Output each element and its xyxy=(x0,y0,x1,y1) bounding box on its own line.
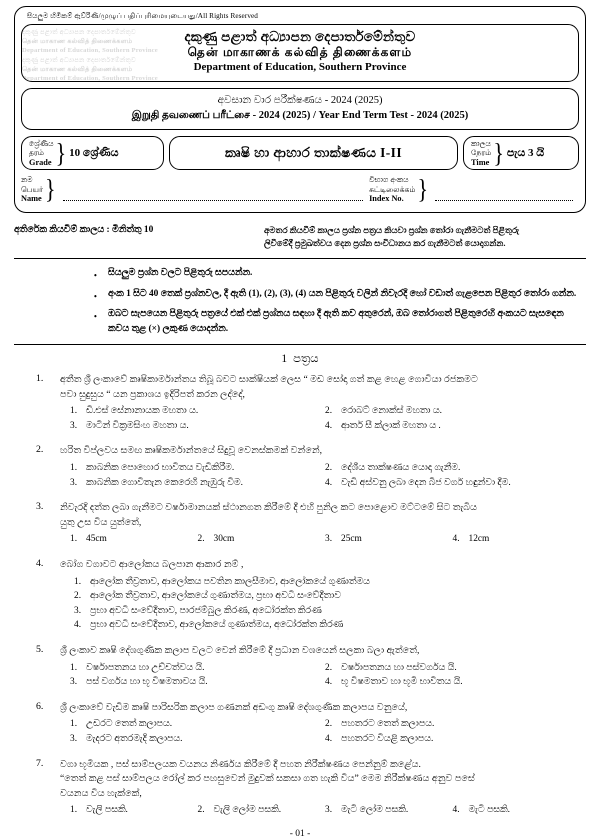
option-number: 4. xyxy=(325,733,333,744)
watermark-row-en-1: Department of Education, Southern Province xyxy=(22,47,158,55)
answer-option[interactable] xyxy=(325,675,580,690)
option-number: 2. xyxy=(74,591,82,602)
exam-title-tamil: இறுதி தவணைப் பரீட்சை - 2024 (2025) xyxy=(131,110,311,121)
answer-option[interactable] xyxy=(70,461,325,476)
option-text: මැදරට අතරමැදි කලාපය. xyxy=(86,733,183,744)
reading-time-note-line-2: ලිවීමේදී ප්‍රමුඛත්වය දෙන ප්‍රශ්න සංවිධානය කර ගැනීමටත් යොදාගන්න. xyxy=(264,238,506,249)
watermark-row-ta-2: தென் மாகாண கல்வித் திணைக்களம் xyxy=(22,65,133,73)
question-stem xyxy=(60,373,580,402)
grade-field xyxy=(21,136,164,170)
option-number: 4. xyxy=(325,677,333,688)
question-item xyxy=(36,558,580,633)
watermark-row-si-1: දකුණු පළාත් අධ්‍යාපන දෙපාර්තමේන්තුව xyxy=(22,29,136,36)
time-label-tamil: நேரம் xyxy=(471,148,492,158)
answer-option[interactable] xyxy=(325,732,580,747)
answer-option[interactable] xyxy=(70,732,325,747)
watermark-row-en-2: Department of Education, Southern Province xyxy=(22,75,158,81)
question-stem-line: නිවැරදි දත්ත ලබා ගැනීමට වර්ෂාමානයක් ස්ථානගත කිරීමේ දී එහි පුනිල කට පොළොව මට්ටමේ සිට තැබිය xyxy=(60,502,478,514)
bullet-icon: • xyxy=(94,291,97,301)
question-body xyxy=(60,758,580,818)
time-label-sinhala: කාලය xyxy=(471,139,491,148)
option-number: 1. xyxy=(70,534,78,545)
question-body xyxy=(60,558,580,633)
question-stem xyxy=(60,758,580,802)
instructions-divider xyxy=(14,344,586,345)
question-number: 1. xyxy=(36,373,44,385)
index-label-tamil: சுட்டிலைக்கம் xyxy=(369,184,416,194)
option-number: 4. xyxy=(74,620,82,631)
answer-option[interactable] xyxy=(453,803,581,818)
option-text: වැලි ලෝම පසකි. xyxy=(213,805,282,816)
question-number: 7. xyxy=(36,757,44,769)
subject-field xyxy=(169,136,458,170)
question-stem xyxy=(60,501,580,530)
exam-title-sinhala: අවසාන වාර පරීක්ෂණය - 2024 (2025) xyxy=(217,95,383,106)
option-text: රොබට් නොක්ස් මහතා ය. xyxy=(341,406,442,417)
option-text: දේශීය තාක්ෂණය යොදා ගැනීම. xyxy=(341,463,461,474)
option-text: මැටි ලෝම පසකි. xyxy=(341,805,409,816)
answer-option[interactable] xyxy=(74,575,580,590)
option-number: 3. xyxy=(70,733,78,744)
option-number: 3. xyxy=(70,420,78,431)
option-number: 2. xyxy=(197,534,205,545)
answer-option[interactable] xyxy=(325,476,580,491)
question-body xyxy=(60,373,580,433)
options-group xyxy=(60,803,580,818)
exam-title-english: / Year End Term Test - 2024 (2025) xyxy=(312,110,469,121)
grade-value: 10 ශ්‍රේණිය xyxy=(69,146,119,159)
option-text: පහතරට තෙත් කලාපය. xyxy=(341,719,435,730)
answer-option[interactable] xyxy=(70,717,325,732)
additional-reading-time: අතිරේක කියවීම් කාලය : මිනිත්තු 10 xyxy=(14,225,154,236)
department-header-box xyxy=(21,24,579,82)
option-text: පහතරට වියළි කලාපය. xyxy=(341,733,434,744)
question-number: 5. xyxy=(36,643,44,655)
answer-option[interactable] xyxy=(70,404,325,419)
name-label-tamil: பெயர் xyxy=(21,184,44,194)
question-item xyxy=(36,373,580,433)
option-number: 1. xyxy=(70,406,78,417)
paper-number-heading xyxy=(14,353,586,366)
option-text: 45cm xyxy=(86,534,107,545)
exam-title-box xyxy=(21,88,579,130)
option-number: 4. xyxy=(325,477,333,488)
index-label-sinhala: විභාග අංකය xyxy=(369,175,409,185)
question-body xyxy=(60,701,580,747)
question-stem xyxy=(60,558,580,573)
question-stem-line: වගා භූමියක , පස් සාම්පලයක වයනය නිර්ණය කිරීමේ දී පහත නිරීක්ෂණය පෙන්නුම් කළේය. xyxy=(60,758,421,770)
question-stem xyxy=(60,644,580,659)
time-label-group: කාලය நேரம் Time } xyxy=(471,136,504,169)
questions-list xyxy=(14,373,586,818)
bullet-icon: • xyxy=(94,271,97,281)
option-number: 2. xyxy=(325,463,333,474)
question-stem-line: යුතු උස විය යුත්තේ, xyxy=(60,516,142,528)
reading-time-row xyxy=(14,224,586,250)
question-stem-line: ශ්‍රී ලංකාවේ වැඩිම කෘෂි පාරිසරික කලාප ගණනක් අඩංගු කෘෂි දේශගුණික කලාපය වනුයේ, xyxy=(60,701,408,713)
question-item xyxy=(36,701,580,747)
option-text: වර්ෂාපතනය හා උච්චත්වය යි. xyxy=(86,662,205,673)
reading-time-note-line-1: අමතර කියවීම් කාලය ප්‍රශ්න පත්‍රය කියවා ප්‍රශ්න තෝරා ගැනීමටත් පිළිතුරු xyxy=(264,225,520,236)
question-body xyxy=(60,644,580,690)
instruction-text: සියලුම ප්‍රශ්න වලට පිළිතුරු සපයන්න. xyxy=(108,268,253,279)
options-group xyxy=(60,404,580,433)
question-number: 6. xyxy=(36,700,44,712)
question-stem xyxy=(60,701,580,716)
name-label-english: Name xyxy=(21,194,42,204)
option-text: ආතර් සී ක්ලාක් මහතා ය . xyxy=(341,420,441,431)
option-number: 1. xyxy=(70,719,78,730)
instruction-item xyxy=(94,287,586,304)
question-stem-line: අතීත ශ්‍රී ලංකාවේ කෘෂිකාර්මාන්තය තිබූ බවට සාක්ෂියක් ලෙස “ මඩ සෝදා ගත් කළ හෙළ ගොවියා රජකමට xyxy=(60,374,478,386)
instruction-text: අංක 1 සිට 40 තෙක් ප්‍රශ්නවල, දී ඇති (1), (2), (3), (4) යන පිළිතුරු වලින් නිවැරදි හෝ වඩාත් ගැළපෙන පිළිතුර තෝරා ගන්න. xyxy=(108,288,577,299)
answer-option[interactable] xyxy=(70,476,325,491)
question-stem-line: “තෙත් කළ පස් සාම්පලය රෝල් කර පහසුවෙන් මුදුවක් සකසා ගත හැකි විය” මෙම නිරීක්ෂණය අනුව පසේ xyxy=(60,773,475,785)
option-text: වැලි පසකි. xyxy=(86,805,128,816)
grade-label-group: ශ්‍රේණිය தரம் Grade } xyxy=(29,136,67,169)
options-group xyxy=(60,461,580,490)
option-number: 4. xyxy=(452,534,460,545)
instructions-list xyxy=(14,266,586,336)
option-number: 2. xyxy=(325,719,333,730)
answer-option[interactable] xyxy=(74,604,580,619)
option-text: ප්‍රභා අවධි සංවේදීතාව, ආලෝකයේ ගුණාත්මය, අධෝරක්ත කිරණ xyxy=(90,620,344,631)
option-number: 3. xyxy=(70,477,78,488)
grade-subject-time-row xyxy=(21,136,579,170)
name-label-group: නම பெயர் Name } xyxy=(21,173,56,205)
bullet-icon: • xyxy=(94,312,97,322)
answer-option[interactable] xyxy=(325,461,580,476)
question-number: 3. xyxy=(36,501,44,513)
instruction-item xyxy=(94,307,586,336)
question-stem-line: වයනය විය හැක්කේ, xyxy=(60,787,142,799)
option-number: 1. xyxy=(70,463,78,474)
option-number: 3. xyxy=(325,534,333,545)
answer-option[interactable] xyxy=(325,717,580,732)
time-label-english: Time xyxy=(471,157,490,167)
question-stem-line: පවා සුදුසුය “ යන ප්‍රකාශය ඉදිරිපත් කරන ලද්දේ, xyxy=(60,388,245,400)
option-number: 2. xyxy=(325,662,333,673)
instruction-item xyxy=(94,266,586,283)
option-number: 4. xyxy=(452,805,460,816)
option-text: වර්ෂාපතනය හා පස්වර්ගය යි. xyxy=(341,662,457,673)
answer-option[interactable] xyxy=(70,419,325,434)
answer-option[interactable] xyxy=(325,419,580,434)
exam-title-tamil-english xyxy=(22,108,578,124)
grade-label-sinhala: ශ්‍රේණිය xyxy=(29,139,54,148)
answer-option[interactable] xyxy=(70,661,325,676)
option-text: මාටින් වික්‍රමසිංහ මහතා ය. xyxy=(86,420,189,431)
option-number: 1. xyxy=(70,805,78,816)
options-group xyxy=(60,532,580,547)
answer-option[interactable] xyxy=(325,404,580,419)
question-stem xyxy=(60,444,580,459)
option-number: 2. xyxy=(197,805,205,816)
subject-title: කෘෂි හා ආහාර තාක්ෂණය I-II xyxy=(224,145,402,161)
department-titles xyxy=(22,25,578,74)
options-group xyxy=(60,717,580,746)
question-stem-line: බෝග වගාවට ආලෝකය බලපාන ආකාර නම් , xyxy=(60,559,244,570)
question-stem-line: ශ්‍රී ලංකාව කෘෂි දේශගුණික කලාප වලට වෙන් කිරීමේ දී ප්‍රධාන වශයෙන් සලකා බලා ඇත්තේ, xyxy=(60,644,420,656)
paper-number-label: පත්‍රය xyxy=(293,353,319,366)
option-text: ප්‍රභා අවධි සංවේදීතාව, පාරජම්බුල කිරණ, අධෝරක්ත කිරණ xyxy=(90,605,322,616)
option-text: වැඩි අස්වනු ලබා දෙන බීජ වර්ග හඳුන්වා දීම. xyxy=(341,477,511,488)
grade-label-english: Grade xyxy=(29,157,52,167)
answer-option[interactable] xyxy=(74,618,580,633)
option-number: 2. xyxy=(325,406,333,417)
option-text: කාබනික ගොවිතැන කෙරෙහි නැඹුරු වීම. xyxy=(86,477,244,488)
all-rights-reserved-text: සියලුම හිමිකම් ඇව්රිණි/முழுப் பதிப்புரிமையுடையது/All Rights Reserved xyxy=(27,12,258,20)
reading-time-note xyxy=(264,224,586,250)
name-input-line[interactable] xyxy=(63,199,363,201)
index-input-line[interactable] xyxy=(435,199,573,201)
question-stem-line: හරිත විප්ලවය සමඟ කෘෂිකර්මාන්තයේ සිදුවූ වෙනස්කමක් වන්නේ, xyxy=(60,445,323,457)
time-field xyxy=(463,136,579,170)
option-text: ආලෝක තීව්‍රතාව, ආලෝකය පවතින කාලසීමාව, ආලෝකයේ ගුණාත්මය xyxy=(90,576,370,587)
option-text: 12cm xyxy=(468,534,490,545)
option-text: කාබනික පොහොර භාවිතය වැඩිකිරීම. xyxy=(86,463,235,474)
answer-option[interactable] xyxy=(198,803,326,818)
option-text: 25cm xyxy=(341,534,362,545)
option-text: උඩරට තෙත් කලාපය. xyxy=(86,719,173,730)
option-number: 1. xyxy=(74,576,82,587)
answer-option[interactable] xyxy=(70,675,325,690)
paper-number: 1 xyxy=(281,353,288,366)
watermark-row-ta-1: தென் மாகாண கல்வித் திணைக்களம் xyxy=(22,38,133,46)
question-item xyxy=(36,501,580,547)
option-number: 3. xyxy=(70,677,78,688)
option-text: ආලෝක තීව්‍රතාව, ආලෝකයේ ගුණාත්මය, ප්‍රභා අවධි සංවේදීතාව xyxy=(90,591,341,602)
name-index-row xyxy=(21,175,579,205)
answer-option[interactable] xyxy=(325,661,580,676)
answer-option[interactable] xyxy=(325,532,453,547)
grade-label-tamil: தரம் xyxy=(29,148,44,158)
department-name-sinhala: දකුණු පළාත් අධ්‍යාපන දෙපාර්තමේන්තුව xyxy=(184,29,416,44)
answer-option[interactable] xyxy=(325,803,453,818)
index-label-english: Index No. xyxy=(369,194,404,204)
question-item xyxy=(36,644,580,690)
options-group xyxy=(60,661,580,690)
answer-option[interactable] xyxy=(198,532,326,547)
option-text: පස් වර්ගය හා භූ විෂමතාවය යි. xyxy=(86,677,208,688)
instruction-text: ඔබට සැපයෙන පිළිතුරු පත්‍රයේ එක් එක් ප්‍රශ්නය සඳහා දී ඇති කව අතුරෙන්, ඔබ තෝරාගත් පිළිතුරෙහි අංකයට සැසඳෙන කවය තුළ (×) ලකුණ යොදන්න. xyxy=(108,309,564,334)
question-number: 2. xyxy=(36,444,44,456)
question-item xyxy=(36,758,580,818)
option-number: 3. xyxy=(325,805,333,816)
question-item xyxy=(36,444,580,490)
question-body xyxy=(60,444,580,490)
answer-option[interactable] xyxy=(453,532,581,547)
option-text: මැටි පසකි. xyxy=(468,805,510,816)
option-text: ඩී.එස් සේනානායක මහතා ය. xyxy=(86,406,199,417)
question-number: 4. xyxy=(36,558,44,569)
name-label-sinhala: නම xyxy=(21,175,33,185)
option-text: භූ විෂමතාව හා භූමි භාවිතය යි. xyxy=(341,677,463,688)
time-value: පැය 3 යි xyxy=(506,146,545,159)
index-label-group: විභාග අංකය சுட்டிலைக்கம் Index No. } xyxy=(369,173,428,205)
option-number: 1. xyxy=(70,662,78,673)
options-group xyxy=(60,575,580,633)
question-body xyxy=(60,501,580,547)
option-number: 3. xyxy=(74,605,82,616)
header-container xyxy=(14,6,586,213)
answer-option[interactable] xyxy=(74,589,580,604)
department-name-english: Department of Education, Southern Province xyxy=(193,61,407,73)
answer-option[interactable] xyxy=(70,532,198,547)
department-name-tamil: தென் மாகாணக் கல்வித் திணைக்களம் xyxy=(187,45,413,59)
page-footer: - 01 - xyxy=(289,828,311,839)
answer-option[interactable] xyxy=(70,803,198,818)
header-divider xyxy=(14,258,586,259)
watermark-row-si-2: දකුණු පළාත් අධ්‍යාපන දෙපාර්තමේන්තුව xyxy=(22,56,136,64)
option-text: 30cm xyxy=(213,534,235,545)
option-number: 4. xyxy=(325,420,333,431)
